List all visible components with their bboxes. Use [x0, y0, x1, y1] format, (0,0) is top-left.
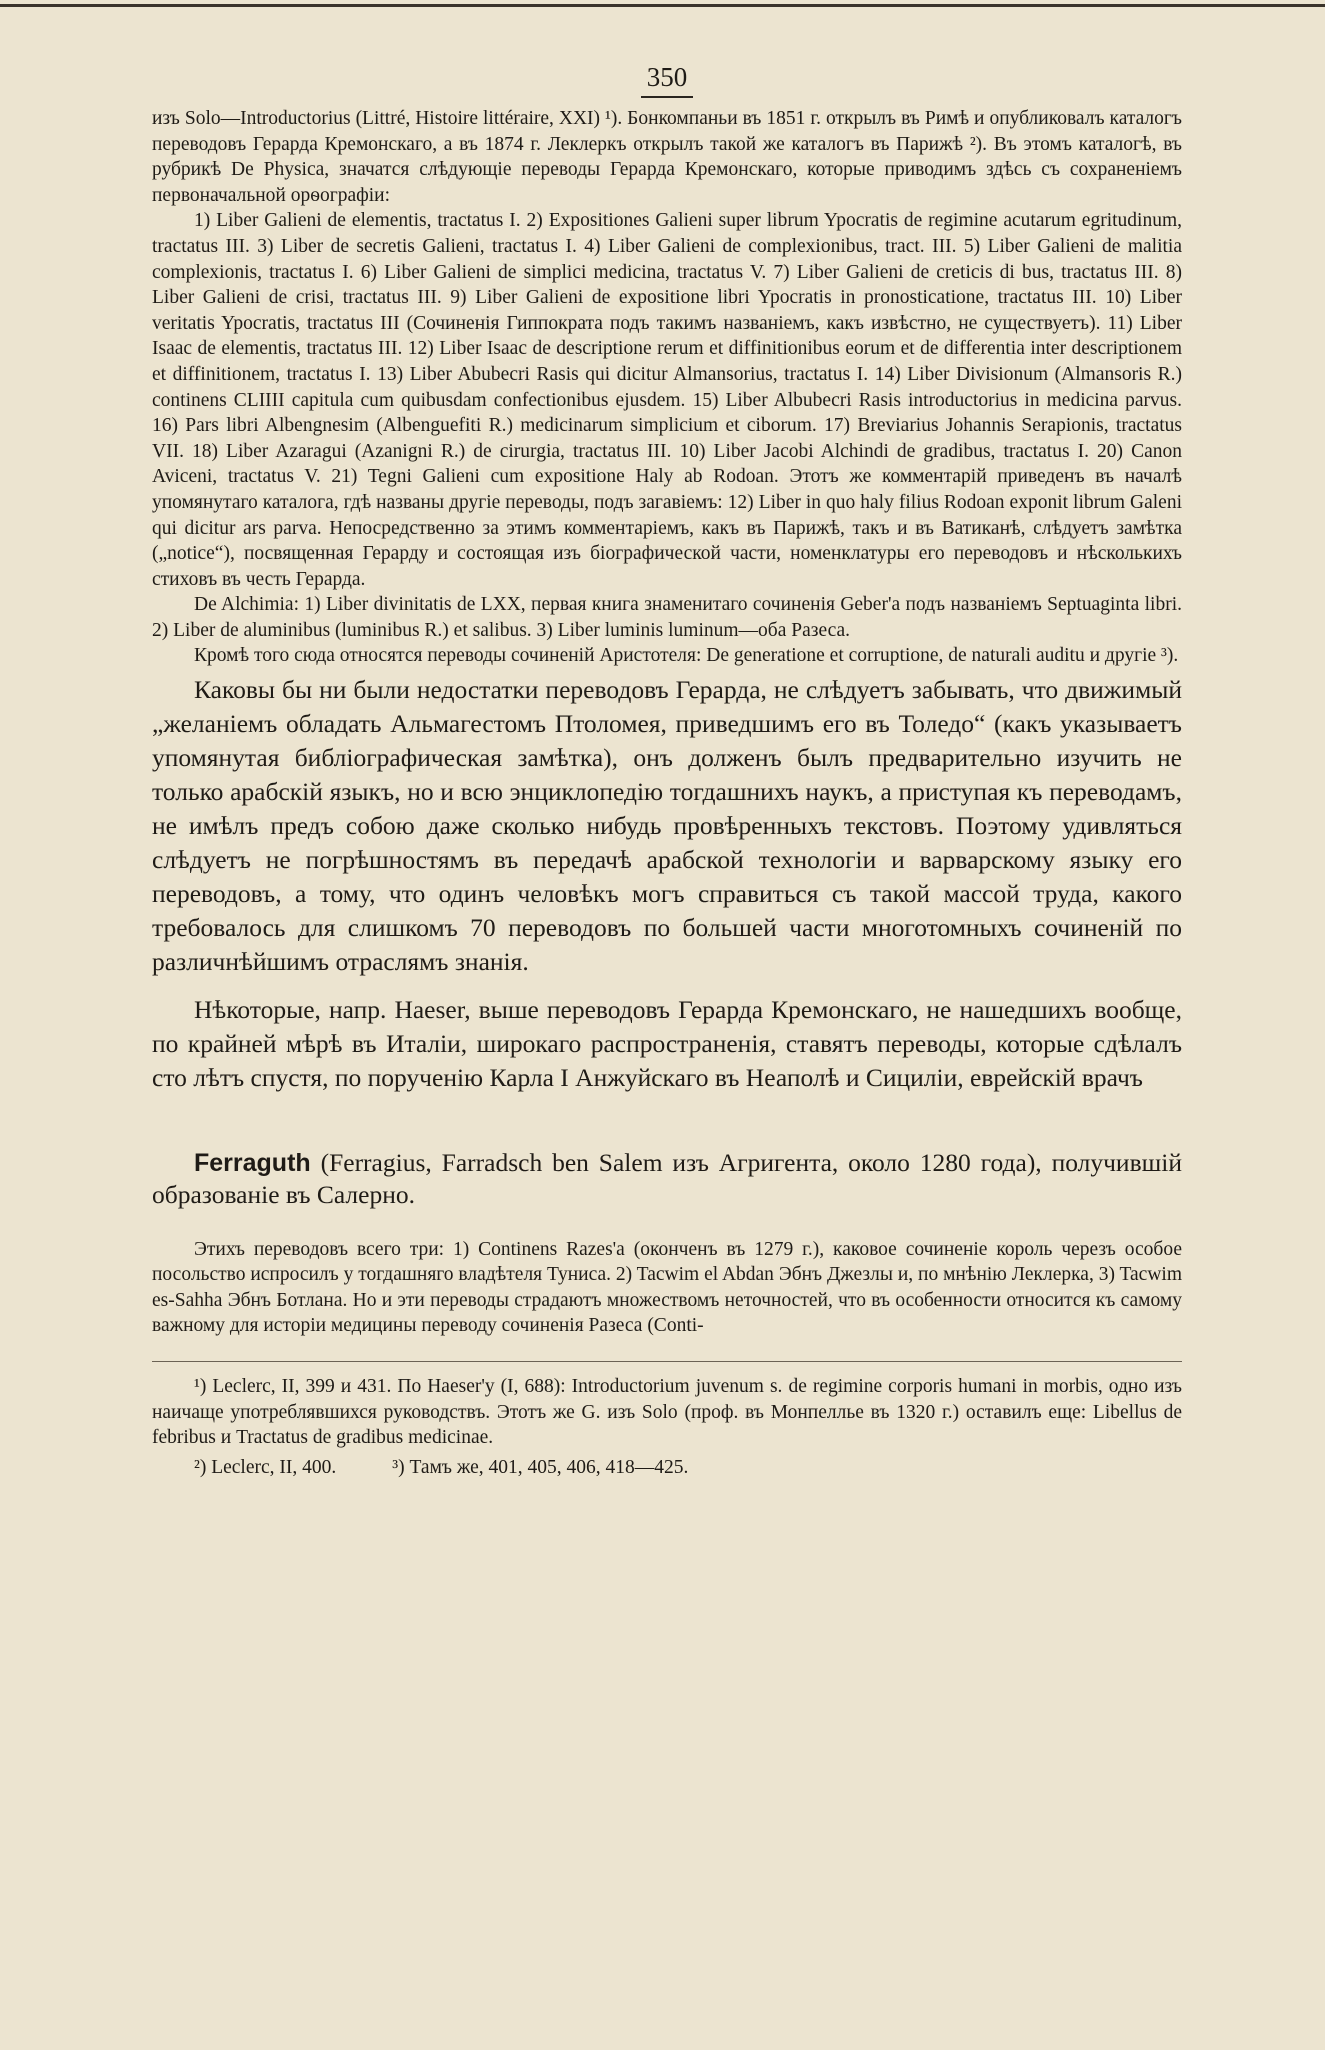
paragraph-intro: изъ Solo—Introductorius (Littré, Histoire littéraire, XXI) ¹). Бонкомпаньи въ 1851 г. открылъ въ Римѣ и опубликовалъ каталогъ переводовъ Герарда Кремонскаго, а въ 1874 г. Леклеркъ открылъ такой же каталогъ въ Парижѣ ²). Въ этомъ каталогѣ, въ рубрикѣ De Physica, значатся слѣдующіе переводы Герарда Кремонскаго, которые приводимъ здѣсь съ сохраненіемъ первоначальной орѳографіи:	[152, 108, 1182, 206]
page-number: 350	[152, 62, 1182, 98]
paragraph-shortcomings: Каковы бы ни были недостатки переводовъ Герарда, не слѣдуетъ забывать, что движимый „желаніемъ обладать Альмагестомъ Птоломея, приведшимъ его въ Толедо“ (какъ указываетъ упомянутая библіографическая замѣтка), онъ долженъ былъ предварительно изучить не только арабскій языкъ, но и всю энциклопедію тогдашнихъ наукъ, а приступая къ переводамъ, не имѣлъ предъ собою даже сколько нибудь провѣренныхъ текстовъ. Поэтому удивляться слѣдуетъ не погрѣшностямъ въ передачѣ арабской технологіи и варварскому языку его переводовъ, а тому, что одинъ человѣкъ могъ справиться съ такой массой труда, какого требовалось для слишкомъ 70 переводовъ по большей части многотомныхъ сочиненій по различнѣйшимъ отраслямъ знанія.	[152, 675, 1182, 977]
footnote-2: ²) Leclerc, II, 400.	[194, 1456, 337, 1478]
entry-heading: Ferraguth	[194, 1149, 311, 1178]
top-border-rule	[0, 4, 1325, 7]
footnote-line	[152, 1455, 1182, 1481]
small-text-block	[152, 106, 1182, 669]
paragraph-haeser: Нѣкоторые, напр. Haeser, выше переводовъ Герарда Кремонскаго, не нашедшихъ вообще, по крайней мѣрѣ въ Италіи, широкаго распространенія, ставятъ переводы, которые сдѣлалъ сто лѣтъ спустя, по порученію Карла I Анжуйскаго въ Неаполѣ и Сициліи, еврейскій врачъ	[152, 995, 1182, 1093]
book-page	[152, 62, 1182, 1480]
main-text-block	[152, 673, 1182, 1095]
paragraph-alchimia: De Alchimia: 1) Liber divinitatis de LXX, первая книга знаменитаго сочиненія Geber'a подъ названіемъ Septuaginta libri. 2) Liber de aluminibus (luminibus R.) et salibus. 3) Liber luminis luminum—оба Разеса.	[152, 594, 1182, 641]
entry-ferraguth	[152, 1147, 1182, 1211]
footnotes	[152, 1361, 1182, 1480]
paragraph-translations: Этихъ переводовъ всего три: 1) Continens Razes'a (оконченъ въ 1279 г.), каковое сочиненіе король черезъ особое посольство испросилъ у тогдашняго владѣтеля Туниса. 2) Tacwim el Abdan Эбнъ Джезлы и, по мнѣнію Леклерка, 3) Tacwim es-Sahha Эбнъ Ботлана. Но и эти переводы страдаютъ множествомъ неточностей, что въ особенности относится къ самому важному для исторіи медицины переводу сочиненія Разеса (Conti-	[152, 1238, 1182, 1337]
entry-description: (Ferragius, Farradsch ben Salem изъ Агригента, около 1280 года), получившій образованіе въ Салерно.	[152, 1148, 1182, 1210]
footnote-1: ¹) Leclerc, II, 399 и 431. По Haeser'у (I, 688): Introductorium juvenum s. de regimine corporis humani in morbis, одно изъ наичаще употреблявшихся руководствъ. Этотъ же G. изъ Solo (проф. въ Монпеллье въ 1320 г.) оставилъ еще: Libellus de febribus и Tractatus de gradibus medicinae.	[152, 1375, 1182, 1449]
paragraph-aristotle: Кромѣ того сюда относятся переводы сочиненій Аристотеля: De generatione et corruptione, de naturali auditu и другіе ³).	[194, 645, 1179, 667]
footnote-3: ³) Тамъ же, 401, 405, 406, 418—425.	[392, 1456, 689, 1478]
small-text-block-2	[152, 1237, 1182, 1339]
paragraph-physica-list: 1) Liber Galieni de elementis, tractatus I. 2) Expositiones Galieni super librum Ypocratis de regimine acutarum egritudinum, tractatus III. 3) Liber de secretis Galieni, tractatus I. 4) Liber Galieni de complexionibus, tract. III. 5) Liber Galieni de malitia complexionis, tractatus I. 6) Liber Galieni de simplici medicina, tractatus V. 7) Liber Galieni de creticis di bus, tractatus III. 8) Liber Galieni de crisi, tractatus III. 9) Liber Galieni de expositione libri Ypocratis in pronosticatione, tractatus III. 10) Liber veritatis Ypocratis, tractatus III (Сочиненія Гиппократа подъ такимъ названіемъ, какъ извѣстно, не существуетъ). 11) Liber Isaac de elementis, tractatus III. 12) Liber Isaac de descriptione rerum et diffinitionibus eorum et de differentia inter descriptionem et diffinitionem, tractatus I. 13) Liber Abubecri Rasis qui dicitur Almansorius, tractatus I. 14) Liber Divisionum (Almansoris R.) continens CLIIII capitula cum quibusdam confectionibus ejusdem. 15) Liber Albubecri Rasis introductorius in medicina parvus. 16) Pars libri Albengnesim (Albenguefiti R.) medicinarum simplicium et ciborum. 17) Breviarius Johannis Serapionis, tractatus VII. 18) Liber Azaragui (Azanigni R.) de cirurgia, tractatus III. 10) Liber Jacobi Alchindi de gradibus, tractatus I. 20) Canon Aviceni, tractatus V. 21) Tegni Galieni cum expositione Haly ab Rodoan. Этотъ же комментарій приведенъ въ началѣ упомянутаго каталога, гдѣ названы другіе переводы, подъ загавіемъ: 12) Liber in quo haly filius Rodoan exponit librum Galeni qui dicitur ars parva. Непосредственно за этимъ комментаріемъ, какъ въ Парижѣ, такъ и въ Ватиканѣ, слѣдуетъ замѣтка („notice“), посвященная Герарду и состоящая изъ біографической части, номенклатуры его переводовъ и нѣсколькихъ стиховъ въ честь Герарда.	[152, 210, 1182, 590]
